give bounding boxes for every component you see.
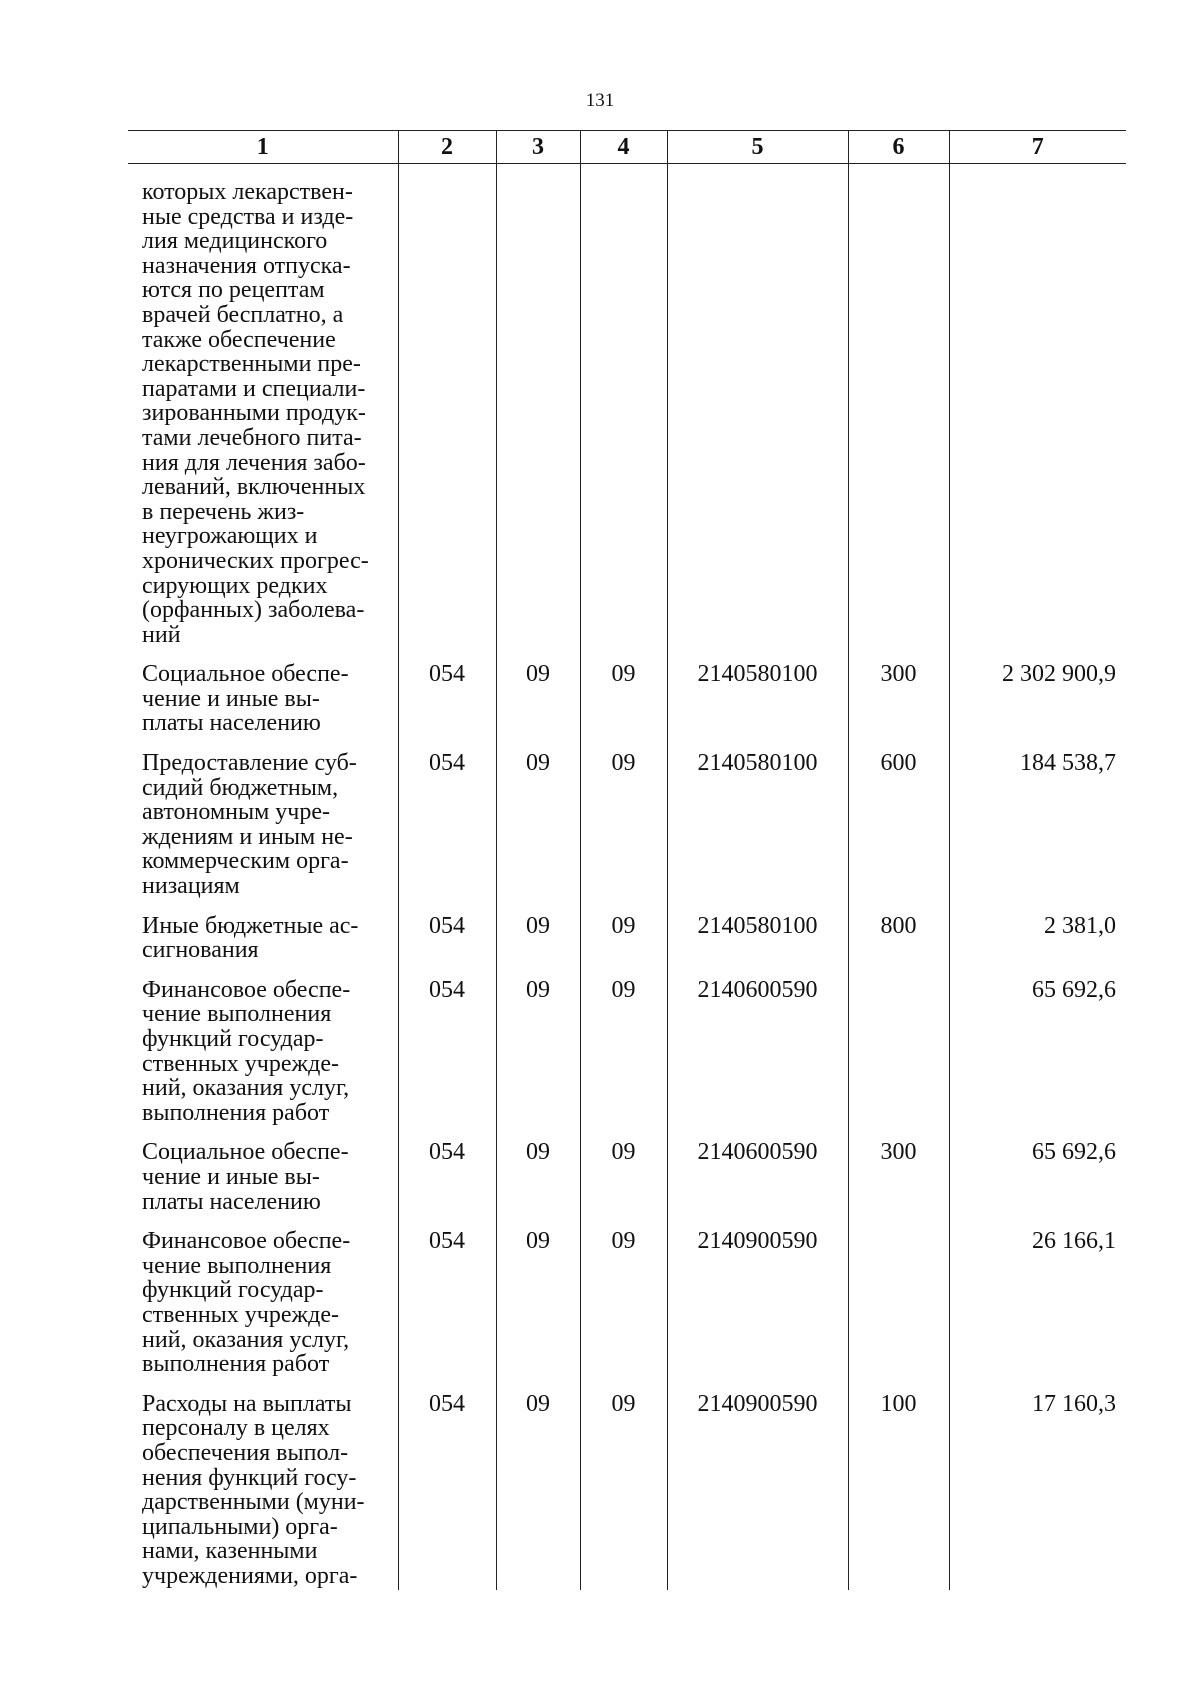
budget-table xyxy=(128,130,1126,1590)
subsection-code xyxy=(580,164,667,657)
table-row xyxy=(128,1223,1126,1386)
subsection-code: 09 xyxy=(580,1386,667,1591)
expense-type-code: 300 xyxy=(848,656,949,745)
department-code: 054 xyxy=(398,908,496,972)
expense-name: Расходы на выплаты персоналу в целях обеспечения выпол- нения функций госу- дарственными (муни- ципальными) орга- нами, казенными учреждениями, орга- xyxy=(142,1390,365,1589)
department-code: 054 xyxy=(398,656,496,745)
column-header-section: 3 xyxy=(496,131,580,164)
table-row xyxy=(128,1386,1126,1591)
section-code: 09 xyxy=(496,1223,580,1386)
amount: 184 538,7 xyxy=(949,745,1126,908)
column-header-expense-type: 6 xyxy=(848,131,949,164)
expense-type-code xyxy=(848,972,949,1135)
amount: 65 692,6 xyxy=(949,972,1126,1135)
amount: 26 166,1 xyxy=(949,1223,1126,1386)
subsection-code: 09 xyxy=(580,908,667,972)
department-code: 054 xyxy=(398,1223,496,1386)
target-article-code: 2140600590 xyxy=(667,972,848,1135)
expense-type-code: 600 xyxy=(848,745,949,908)
subsection-code: 09 xyxy=(580,745,667,908)
expense-name: Социальное обеспе- чение и иные вы- платы населению xyxy=(142,1139,349,1215)
column-header-target-article: 5 xyxy=(667,131,848,164)
subsection-code: 09 xyxy=(580,1223,667,1386)
table-row xyxy=(128,908,1126,972)
column-header-department: 2 xyxy=(398,131,496,164)
page-number: 131 xyxy=(585,90,615,111)
amount: 2 381,0 xyxy=(949,908,1126,972)
target-article-code: 2140600590 xyxy=(667,1134,848,1223)
table-row xyxy=(128,164,1126,657)
target-article-code: 2140580100 xyxy=(667,745,848,908)
expense-type-code: 800 xyxy=(848,908,949,972)
table-row xyxy=(128,972,1126,1135)
subsection-code: 09 xyxy=(580,656,667,745)
amount: 65 692,6 xyxy=(949,1134,1126,1223)
table-row xyxy=(128,1134,1126,1223)
expense-type-code: 100 xyxy=(848,1386,949,1591)
department-code: 054 xyxy=(398,972,496,1135)
department-code: 054 xyxy=(398,745,496,908)
department-code: 054 xyxy=(398,1134,496,1223)
target-article-code: 2140580100 xyxy=(667,908,848,972)
target-article-code: 2140900590 xyxy=(667,1223,848,1386)
department-code: 054 xyxy=(398,1386,496,1591)
amount xyxy=(949,164,1126,657)
expense-type-code xyxy=(848,164,949,657)
section-code: 09 xyxy=(496,656,580,745)
column-header-amount: 7 xyxy=(949,131,1126,164)
column-header-name: 1 xyxy=(128,131,398,164)
section-code: 09 xyxy=(496,1386,580,1591)
section-code xyxy=(496,164,580,657)
section-code: 09 xyxy=(496,745,580,908)
subsection-code: 09 xyxy=(580,972,667,1135)
target-article-code xyxy=(667,164,848,657)
subsection-code: 09 xyxy=(580,1134,667,1223)
target-article-code: 2140580100 xyxy=(667,656,848,745)
expense-type-code: 300 xyxy=(848,1134,949,1223)
section-code: 09 xyxy=(496,972,580,1135)
table-header-row xyxy=(128,131,1126,164)
amount: 2 302 900,9 xyxy=(949,656,1126,745)
table-row xyxy=(128,745,1126,908)
expense-name: которых лекарствен- ные средства и изде- лия медицинского назначения отпуска- ются по рецептам врачей бесплатно, а также обеспечение лекарственными пре- паратами и специали- зированными продук- тами лечебного пита- ния для лечения забо- леваний, включенных в перечень жиз- неугрожающих и хронических прогрес- сирующих редких (орфанных) заболева- ний xyxy=(142,179,369,648)
table-row xyxy=(128,656,1126,745)
target-article-code: 2140900590 xyxy=(667,1386,848,1591)
section-code: 09 xyxy=(496,908,580,972)
expense-type-code xyxy=(848,1223,949,1386)
expense-name: Иные бюджетные ас- сигнования xyxy=(142,912,359,964)
department-code xyxy=(398,164,496,657)
section-code: 09 xyxy=(496,1134,580,1223)
expense-name: Финансовое обеспе- чение выполнения функций государ- ственных учрежде- ний, оказания услуг, выполнения работ xyxy=(142,976,351,1126)
expense-name: Предоставление суб- сидий бюджетным, автономным учре- ждениям и иным не- коммерческим орга- низациям xyxy=(142,750,357,900)
expense-name: Финансовое обеспе- чение выполнения функций государ- ственных учрежде- ний, оказания услуг, выполнения работ xyxy=(142,1228,351,1378)
column-header-subsection: 4 xyxy=(580,131,667,164)
expense-name: Социальное обеспе- чение и иные вы- платы населению xyxy=(142,661,349,737)
amount: 17 160,3 xyxy=(949,1386,1126,1591)
